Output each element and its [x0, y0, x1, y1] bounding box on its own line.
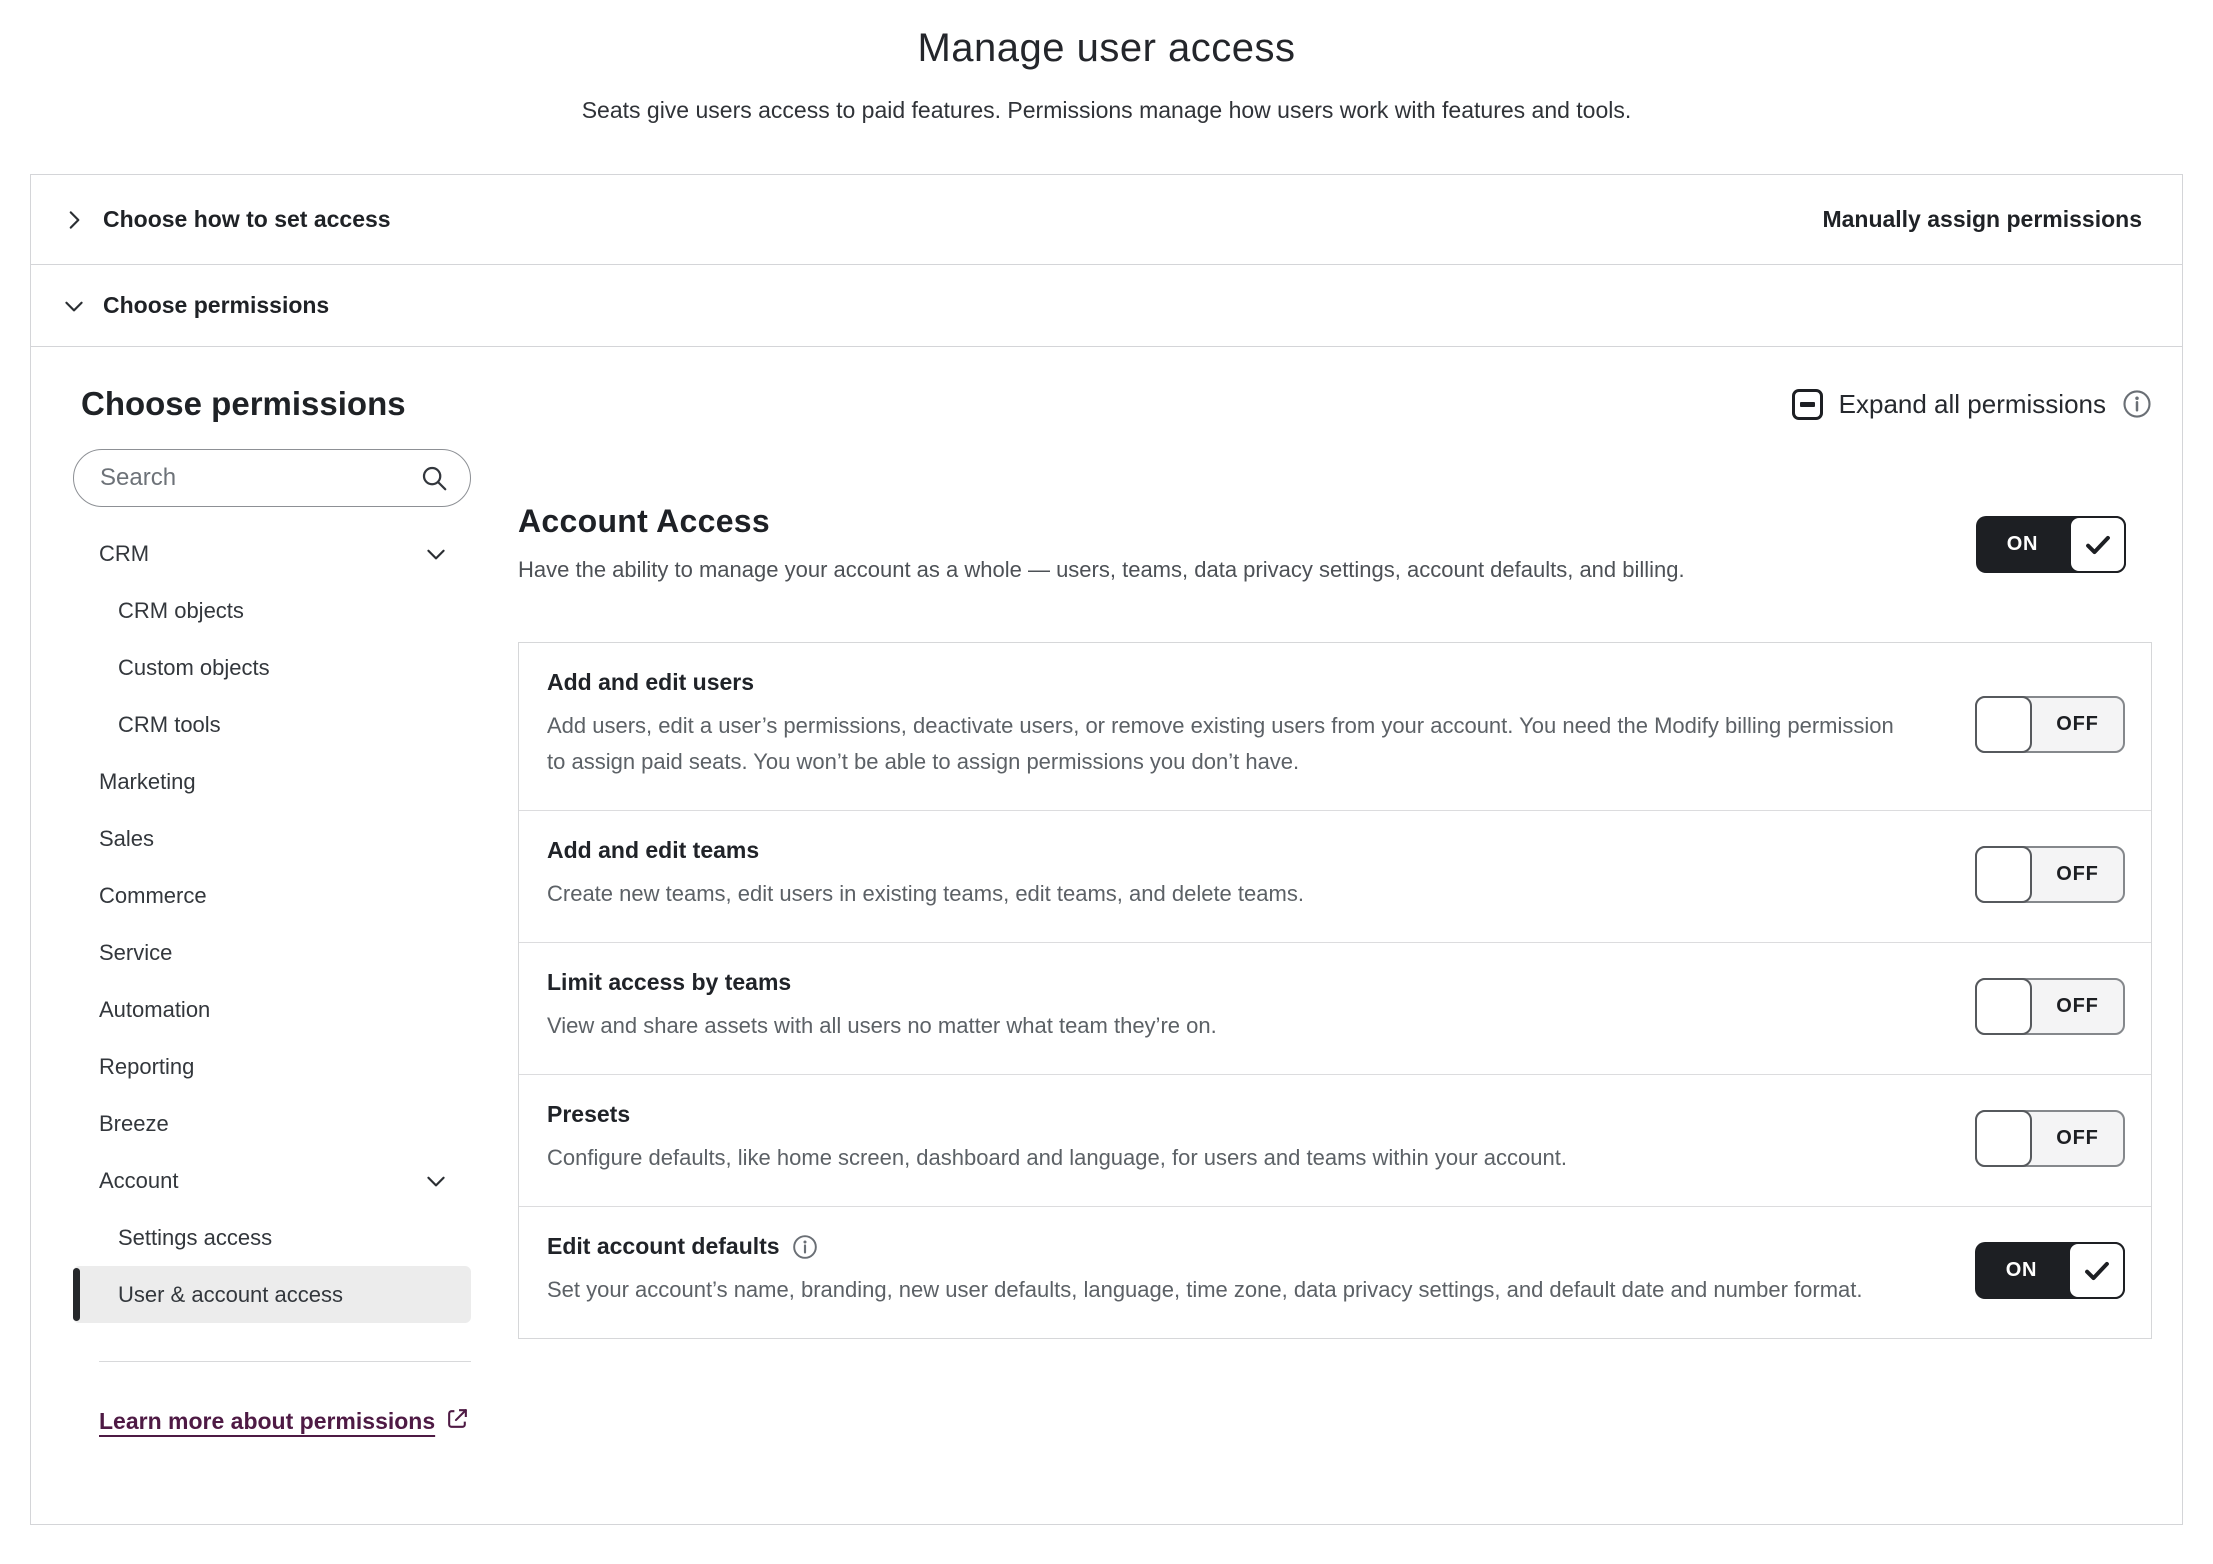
permission-description: Configure defaults, like home screen, dashboard and language, for users and teams within your account. — [547, 1145, 1567, 1170]
account-access-toggle[interactable] — [1976, 516, 2126, 573]
learn-more-label: Learn more about permissions — [99, 1408, 436, 1434]
learn-more-link[interactable] — [99, 1406, 470, 1437]
page-header — [0, 0, 2213, 124]
toggle-state-label: OFF — [2056, 713, 2099, 735]
toggle-state-label: OFF — [2056, 863, 2099, 885]
permission-title: Add and edit teams — [547, 837, 760, 863]
sidebar-item-label: CRM tools — [118, 711, 221, 737]
permission-row-presets — [519, 1074, 2151, 1206]
page-title: Manage user access — [917, 26, 1296, 70]
sidebar-item-sales[interactable] — [73, 810, 471, 867]
permission-row-add-and-edit-users — [519, 643, 2151, 810]
sidebar-item-reporting[interactable] — [73, 1038, 471, 1095]
permission-detail-section — [518, 449, 2152, 1437]
sidebar-item-breeze[interactable] — [73, 1095, 471, 1152]
sidebar-category-list — [73, 525, 471, 1323]
sidebar-item-label: Commerce — [99, 882, 207, 908]
sidebar-item-account[interactable] — [73, 1152, 471, 1209]
sidebar-item-label: User & account access — [118, 1281, 343, 1307]
expand-all-label: Expand all permissions — [1838, 388, 2106, 419]
toggle-knob — [1975, 846, 2032, 903]
sidebar-item-crm-tools[interactable] — [73, 696, 471, 753]
toggle-state-label: ON — [2005, 1259, 2038, 1281]
permission-row-add-and-edit-teams — [519, 810, 2151, 942]
info-icon[interactable] — [2122, 389, 2152, 419]
sidebar-item-label: Custom objects — [118, 654, 270, 680]
permission-title: Limit access by teams — [547, 969, 792, 995]
toggle-knob — [2069, 516, 2126, 573]
sidebar-item-automation[interactable] — [73, 981, 471, 1038]
chevron-right-icon — [61, 207, 87, 233]
sidebar-item-label: Reporting — [99, 1053, 195, 1079]
permission-description: Set your account’s name, branding, new user defaults, language, time zone, data privacy settings, and default date and number format. — [547, 1277, 1863, 1302]
sidebar-item-label: Sales — [99, 825, 155, 851]
toggle-knob — [2068, 1242, 2125, 1299]
toggle-limit-access-by-teams[interactable] — [1975, 978, 2125, 1035]
panel-heading: Choose permissions — [81, 385, 406, 422]
accordion-label: Choose permissions — [103, 292, 330, 318]
sidebar-item-label: Marketing — [99, 768, 196, 794]
choose-permissions-panel — [31, 347, 2182, 1437]
sidebar-item-user-account-access[interactable] — [73, 1266, 471, 1323]
page-subtitle: Seats give users access to paid features. Permissions manage how users work with features and tools. — [581, 97, 1632, 123]
toggle-state-label: ON — [2006, 533, 2039, 555]
sidebar-item-label: Automation — [99, 996, 211, 1022]
permission-description: View and share assets with all users no matter what team they’re on. — [547, 1013, 1217, 1038]
sidebar-item-crm-objects[interactable] — [73, 582, 471, 639]
toggle-add-and-edit-users[interactable] — [1975, 696, 2125, 753]
permission-description: Add users, edit a user’s permissions, deactivate users, or remove existing users from your account. You need the Modify billing permission to assign paid seats. You won’t be able to assign permissions you don’t have. — [547, 713, 1894, 774]
search-input[interactable] — [73, 449, 471, 507]
expand-all-checkbox[interactable] — [1792, 389, 1823, 420]
toggle-add-and-edit-teams[interactable] — [1975, 846, 2125, 903]
info-icon[interactable] — [792, 1234, 818, 1260]
access-mode-value: Manually assign permissions — [1822, 206, 2142, 232]
section-description: Have the ability to manage your account as a whole — users, teams, data privacy settings, account defaults, and billing. — [518, 557, 1685, 582]
sidebar-item-label: CRM objects — [118, 597, 244, 623]
accordion-label: Choose how to set access — [103, 206, 391, 232]
sidebar-item-marketing[interactable] — [73, 753, 471, 810]
sidebar-item-label: Account — [99, 1167, 179, 1193]
toggle-state-label: OFF — [2056, 995, 2099, 1017]
access-accordion-container — [30, 174, 2183, 1525]
expand-all-permissions — [1792, 389, 2152, 420]
permission-title: Edit account defaults — [547, 1233, 780, 1259]
chevron-down-icon — [61, 293, 87, 319]
sidebar-item-service[interactable] — [73, 924, 471, 981]
toggle-knob — [1975, 978, 2032, 1035]
sidebar-item-label: Settings access — [118, 1224, 273, 1250]
toggle-edit-account-defaults[interactable] — [1975, 1242, 2125, 1299]
permission-rows-box — [518, 642, 2152, 1339]
external-link-icon — [445, 1406, 470, 1437]
sidebar-item-settings-access[interactable] — [73, 1209, 471, 1266]
sidebar-item-label: Service — [99, 939, 173, 965]
permission-row-edit-account-defaults — [519, 1206, 2151, 1338]
sidebar-item-commerce[interactable] — [73, 867, 471, 924]
accordion-choose-permissions[interactable] — [31, 265, 2182, 347]
sidebar-item-crm[interactable] — [73, 525, 471, 582]
sidebar-divider — [99, 1361, 471, 1362]
toggle-state-label: OFF — [2056, 1127, 2099, 1149]
toggle-knob — [1975, 696, 2032, 753]
toggle-knob — [1975, 1110, 2032, 1167]
permission-title: Add and edit users — [547, 669, 755, 695]
permission-description: Create new teams, edit users in existing teams, edit teams, and delete teams. — [547, 881, 1304, 906]
section-title: Account Access — [518, 503, 770, 539]
search-icon — [419, 463, 449, 498]
chevron-down-icon — [423, 541, 449, 567]
permission-row-limit-access-by-teams — [519, 942, 2151, 1074]
accordion-choose-how-to-set-access[interactable] — [31, 175, 2182, 265]
chevron-down-icon — [423, 1168, 449, 1194]
permission-title: Presets — [547, 1101, 631, 1127]
sidebar-item-label: CRM — [99, 540, 150, 566]
permissions-sidebar — [73, 449, 471, 1437]
sidebar-item-label: Breeze — [99, 1110, 169, 1136]
sidebar-item-custom-objects[interactable] — [73, 639, 471, 696]
toggle-presets[interactable] — [1975, 1110, 2125, 1167]
